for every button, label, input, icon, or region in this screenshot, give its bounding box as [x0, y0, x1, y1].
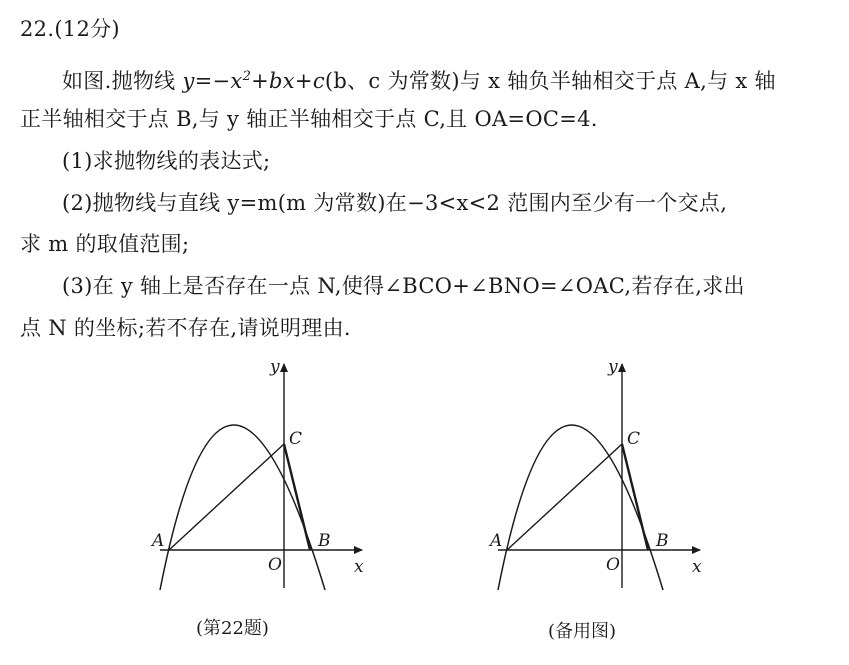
problem-stem-line-2: 正半轴相交于点 B,与 y 轴正半轴相交于点 C,且 OA=OC=4. — [20, 107, 598, 131]
parabola-diagram-main — [130, 350, 370, 610]
label-c: C — [289, 429, 303, 449]
problem-header — [20, 14, 120, 44]
label-b: B — [318, 531, 331, 551]
question-1: (1)求抛物线的表达式; — [62, 149, 271, 173]
segment-ac — [169, 444, 284, 550]
question-3-line-1: (3)在 y 轴上是否存在一点 N,使得∠BCO+∠BNO=∠OAC,若存在,求出 — [62, 274, 745, 298]
label-c: C — [627, 429, 641, 449]
label-o: O — [606, 555, 620, 575]
label-x: x — [354, 557, 364, 577]
figure-main — [130, 350, 370, 610]
figure-main-caption: (第22题) — [196, 618, 269, 639]
label-a: A — [152, 531, 165, 551]
label-o: O — [268, 555, 282, 575]
segment-cb — [622, 444, 648, 550]
figure-backup — [468, 350, 708, 610]
problem-number: 22. — [20, 17, 55, 41]
label-a: A — [490, 531, 503, 551]
problem-score: (12分) — [54, 17, 120, 41]
label-x: x — [692, 557, 702, 577]
stem-intro: 如图.抛物线 — [62, 69, 183, 93]
question-2-line-1: (2)抛物线与直线 y=m(m 为常数)在−3<x<2 范围内至少有一个交点, — [62, 191, 728, 215]
segment-cb — [284, 444, 310, 550]
parabola-diagram-backup — [468, 350, 708, 610]
label-b: B — [656, 531, 669, 551]
stem-continued: (b、c 为常数)与 x 轴负半轴相交于点 A,与 x 轴 — [324, 69, 776, 93]
problem-stem-line-1 — [62, 62, 776, 96]
question-3-line-2: 点 N 的坐标;若不存在,请说明理由. — [20, 316, 351, 340]
segment-ac — [507, 444, 622, 550]
label-y: y — [270, 357, 280, 377]
question-2-line-2: 求 m 的取值范围; — [20, 232, 190, 256]
parabola-equation: $y=-x^2+bx+c$ — [182, 69, 325, 93]
label-y: y — [608, 357, 618, 377]
figure-backup-caption: (备用图) — [548, 621, 617, 642]
